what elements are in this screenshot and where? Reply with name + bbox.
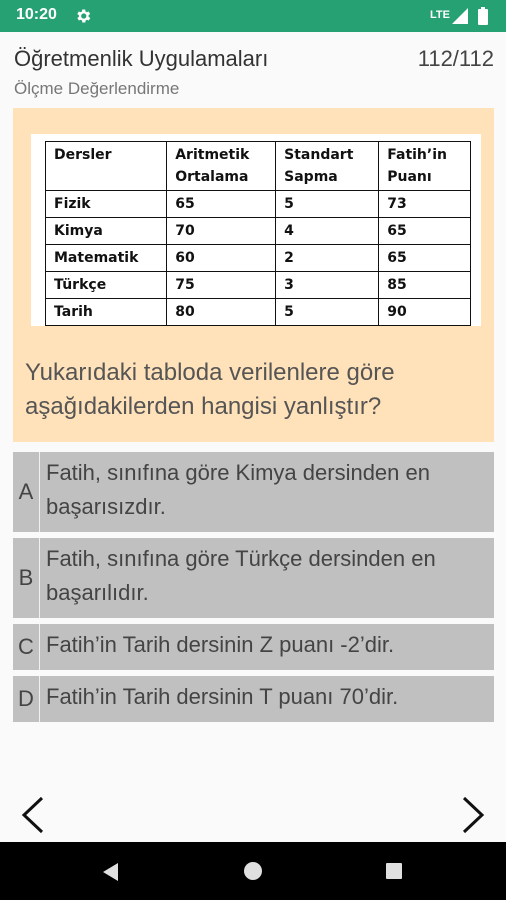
option-letter: B bbox=[18, 565, 34, 590]
table-row bbox=[46, 218, 471, 245]
option-d-button[interactable] bbox=[13, 676, 494, 722]
option-letter: A bbox=[18, 479, 34, 504]
table-cell: 75 bbox=[167, 272, 276, 299]
question-text: Yukarıdaki tabloda verilenlere göre aşağıdakilerden hangisi yanlıştır? bbox=[25, 359, 395, 420]
table-cell: 60 bbox=[167, 245, 276, 272]
header-cell: Fatih’in Puanı bbox=[379, 142, 471, 191]
question-counter: 112/112 bbox=[417, 46, 494, 71]
table-cell: 4 bbox=[276, 218, 379, 245]
gear-icon bbox=[74, 7, 92, 25]
table-cell: 65 bbox=[167, 191, 276, 218]
option-letter: D bbox=[18, 686, 34, 711]
previous-arrow-icon[interactable] bbox=[14, 790, 54, 840]
table-cell: 65 bbox=[379, 218, 471, 245]
table-cell: Türkçe bbox=[46, 272, 167, 299]
grades-table bbox=[45, 141, 471, 326]
table-row bbox=[46, 272, 471, 299]
table-cell: Tarih bbox=[46, 299, 167, 326]
table-cell: 3 bbox=[276, 272, 379, 299]
table-cell: Fizik bbox=[46, 191, 167, 218]
table-cell: 85 bbox=[379, 272, 471, 299]
table-cell: Matematik bbox=[46, 245, 167, 272]
option-text: Fatih’in Tarih dersinin T puanı 70’dir. bbox=[39, 676, 494, 722]
page-title: Öğretmenlik Uygulamaları bbox=[14, 46, 269, 71]
table-frame bbox=[31, 134, 481, 326]
page-subtitle: Ölçme Değerlendirme bbox=[14, 79, 180, 98]
option-text: Fatih’in Tarih dersinin Z puanı -2’dir. bbox=[39, 624, 494, 670]
table-cell: 80 bbox=[167, 299, 276, 326]
option-b-button[interactable] bbox=[13, 538, 494, 618]
table-cell: 73 bbox=[379, 191, 471, 218]
table-cell: 5 bbox=[276, 191, 379, 218]
table-row bbox=[46, 299, 471, 326]
status-bar bbox=[0, 0, 506, 32]
option-text: Fatih, sınıfına göre Türkçe dersinden en başarılıdır. bbox=[39, 538, 494, 618]
signal-icon bbox=[452, 8, 468, 24]
table-cell: 5 bbox=[276, 299, 379, 326]
back-icon[interactable] bbox=[101, 862, 121, 882]
home-icon[interactable] bbox=[243, 861, 263, 881]
header-cell: Dersler bbox=[46, 142, 167, 191]
table-row bbox=[46, 191, 471, 218]
table-cell: Kimya bbox=[46, 218, 167, 245]
recents-icon[interactable] bbox=[385, 862, 403, 880]
table-cell: 70 bbox=[167, 218, 276, 245]
header-cell: Aritmetik Ortalama bbox=[167, 142, 276, 191]
question-card bbox=[13, 108, 494, 442]
option-c-button[interactable] bbox=[13, 624, 494, 670]
network-type: LTE bbox=[430, 9, 450, 21]
system-nav-bar bbox=[0, 842, 506, 900]
table-row bbox=[46, 245, 471, 272]
header-cell: Standart Sapma bbox=[276, 142, 379, 191]
option-text: Fatih, sınıfına göre Kimya dersinden en başarısızdır. bbox=[39, 452, 494, 532]
table-cell: 2 bbox=[276, 245, 379, 272]
table-cell: 65 bbox=[379, 245, 471, 272]
option-a-button[interactable] bbox=[13, 452, 494, 532]
status-time: 10:20 bbox=[16, 6, 57, 23]
battery-icon bbox=[478, 7, 488, 25]
table-cell: 90 bbox=[379, 299, 471, 326]
header bbox=[0, 32, 506, 104]
table-header-row bbox=[46, 142, 471, 191]
option-letter: C bbox=[18, 634, 34, 659]
next-arrow-icon[interactable] bbox=[452, 790, 492, 840]
